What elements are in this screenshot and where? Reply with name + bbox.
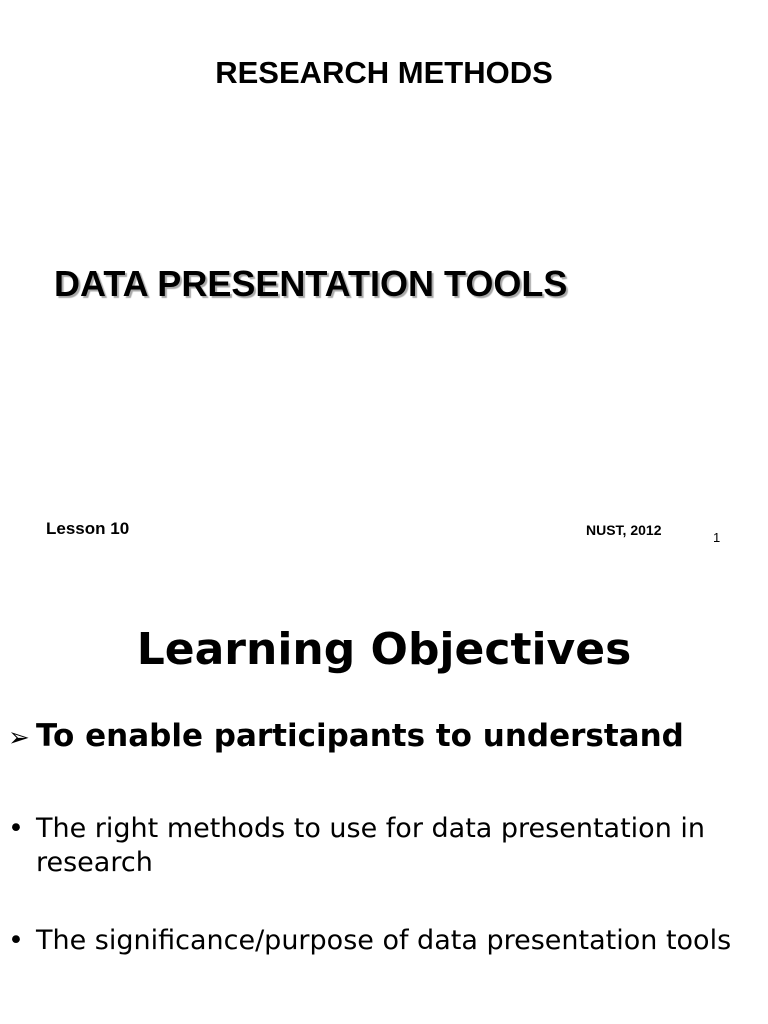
page-number: 1: [713, 530, 721, 545]
slide-title: DATA PRESENTATION TOOLS: [54, 263, 568, 304]
list-item: [8, 924, 758, 958]
bullet-dot-icon: •: [8, 925, 24, 956]
course-title: RESEARCH METHODS: [215, 55, 553, 90]
lesson-label: Lesson 10: [46, 519, 130, 538]
list-item-text: The right methods to use for data presentation in research: [36, 813, 706, 878]
arrow-bullet-icon: ➢: [8, 723, 30, 753]
objectives-heading: Learning Objectives: [136, 624, 632, 675]
list-item-text: The significance/purpose of data presentation tools: [36, 925, 732, 956]
objectives-lead-text: To enable participants to understand: [36, 718, 684, 754]
organization-year: NUST, 2012: [586, 522, 662, 538]
objectives-lead: [8, 716, 684, 758]
bullet-dot-icon: •: [8, 813, 24, 844]
objectives-slide: [0, 576, 768, 1024]
list-item: [8, 812, 758, 880]
